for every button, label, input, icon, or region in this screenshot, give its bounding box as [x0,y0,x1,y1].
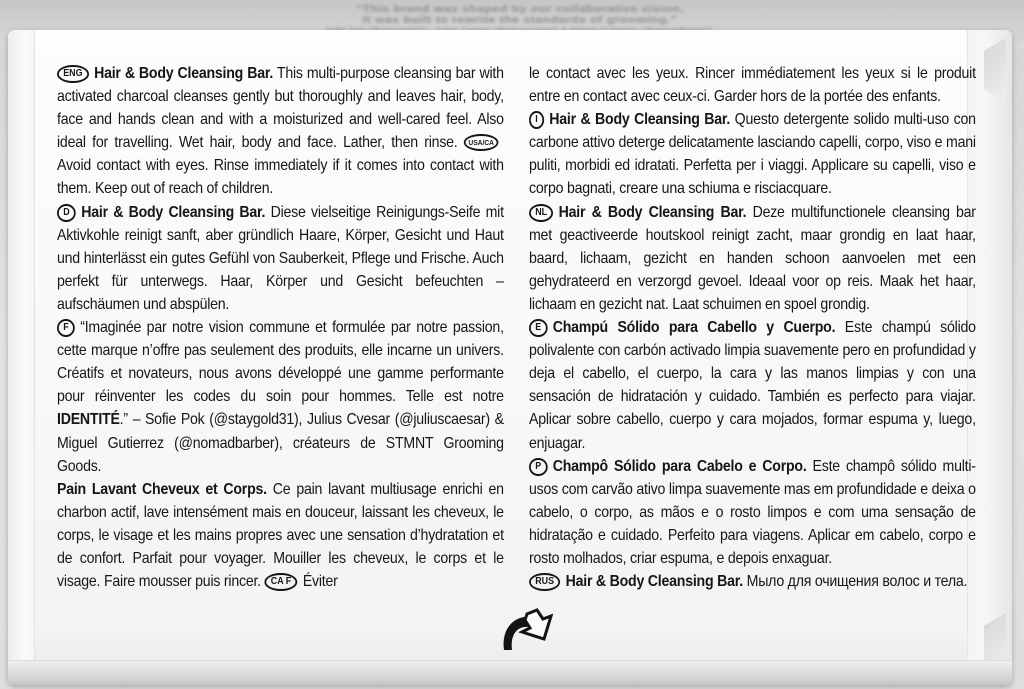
language-badge: I [529,111,544,129]
paragraph-text: This multi-purpose cleansing bar with activated charcoal cleanses gently but thoroughly and leaves hair, body, face and hands clean and with a moisturized and well-cared feel. Also ideal for travelling. Wet hair, body and face. Lather, then rinse. [57,65,504,152]
label-paragraph [529,62,976,108]
top-flap-quote-line: “This brand was shaped by our collaborative vision. [355,3,684,15]
label-paragraph [529,108,976,200]
label-paragraph [529,570,976,593]
paragraph-lead: Hair & Body Cleansing Bar. [94,65,274,82]
language-badge: ENG [57,65,89,83]
paragraph-lead: IDENTITÉ [57,411,120,429]
paragraph-lead: Champú Sólido para Cabello y Cuerpo. [552,319,836,337]
box-bottom-edge [8,660,1012,685]
label-paragraph [57,478,504,593]
language-badge: NL [529,204,553,222]
top-flap-quote-line: It was built to rewrite the standards of grooming.” [362,13,678,26]
paragraph-lead: Champô Sólido para Cabelo e Corpo. [552,457,807,475]
label-paragraph [529,316,976,455]
box-corner-tab [984,38,1006,102]
paragraph-text: Deze multifunctionele cleansing bar met geactiveerde houtskool reinigt zacht, maar grondig en laat haar, baard, lichaam, gezicht en handen schoon aanvoelen met een gehydrateerd en verzorgd gevoel. Ideaal voor op reis. Maak het haar, lichaam en gezicht nat. Laat schuimen en spoel grondig. [529,203,976,313]
packaging-box-back-panel [8,30,1012,685]
paragraph-lead: Hair & Body Cleansing Bar. [549,111,731,129]
paragraph-text: Este champô sólido multi-usos com carvão ativo limpa suavemente mas em profundidade e deixa o cabelo, o corpo, as mãos e o rosto limpos e com uma sensação de hidratação e cuidado. Perfeito para viagens. Aplicar em cabelo, corpo e rosto molhados, criar espuma, e depois enxaguar. [529,457,976,567]
language-badge: E [529,319,547,337]
paragraph-text: Ce pain lavant multiusage enrichi en charbon actif, lave intensément mais en douceur, laissant les cheveux, le corps, le visage et les mains propres avec une sensation d’hydratation et de confort. Parfait pour voyager. Mouiller les cheveux, le corps et le visage. Faire mousser puis rincer. [57,480,504,591]
label-paragraph [57,62,504,201]
label-paragraph [57,201,504,316]
label-paragraph [529,201,976,316]
language-badge: D [57,204,76,222]
language-badge: P [529,458,547,476]
box-left-fold [8,30,35,685]
label-column-right [529,62,976,593]
paragraph-text: Éviter [302,573,338,591]
paragraph-text: .” – Sofie Pok (@staygold31), Julius Cvesar (@juliuscaesar) & Miguel Gutierrez (@nomadbarber), créateurs de STMNT Grooming Goods. [57,411,504,475]
paragraph-lead: Pain Lavant Cheveux et Corps. [57,480,267,498]
paragraph-text: le contact avec les yeux. Rincer immédiatement les yeux si le produit entre en contact avec ceux-ci. Garder hors de la portée des enfants. [529,65,976,106]
paragraph-lead: Hair & Body Cleansing Bar. [558,203,747,221]
language-badge: F [57,319,75,337]
paragraph-text: Este champú sólido polivalente con carbón activado limpia suavemente pero en profundidad y deja el cabello, el cuerpo, la cara y las manos limpias y con una sensación de hidratación y cuidado. También es perfecto para viajar. Aplicar sobre cabello, cuerpo y cara mojados, formar espuma y, luego, enjuagar. [529,319,976,452]
label-column-left [57,62,504,593]
paragraph-lead: Hair & Body Cleansing Bar. [81,203,266,221]
language-badge: RUS [529,573,560,591]
paragraph-text: “Imaginée par notre vision commune et formulée par notre passion, cette marque n’offre pas seulement des produits, elle incarne un univers. Créatifs et novateurs, nous avons développé une gamme performante pour réinventer les codes du soin pour hommes. Telle est notre [57,319,504,406]
label-paragraph [57,316,504,478]
paragraph-text: Мыло для очищения волос и тела. [742,573,968,591]
language-badge: USA/CA [464,134,499,151]
language-badge: CA F [265,573,298,591]
paragraph-text: Avoid contact with eyes. Rinse immediately if it comes into contact with them. Keep out of reach of children. [57,157,504,198]
paragraph-lead: Hair & Body Cleansing Bar. [565,573,743,591]
paragraph-text: Questo detergente solido multi-uso con carbone attivo deterge delicatamente lasciando capelli, corpo, viso e mani puliti, morbidi ed idratati. Perfetta per i viaggi. Applicare su capelli, viso e corpo bagnati, creare una schiuma e risciacquare. [529,111,976,198]
turn-over-arrow-icon [497,607,553,660]
paragraph-text: Diese vielseitige Reinigungs-Seife mit Aktivkohle reinigt sanft, aber gründlich Haare, Körper, Gesicht und Haut und hinterlässt ein gutes Gefühl von Sauberkeit, Pflege und Frische. Auch perfekt für unterwegs. Haar, Körper und Gesicht befeuchten – aufschäumen und abspülen. [57,203,504,313]
label-paragraph [529,455,976,570]
